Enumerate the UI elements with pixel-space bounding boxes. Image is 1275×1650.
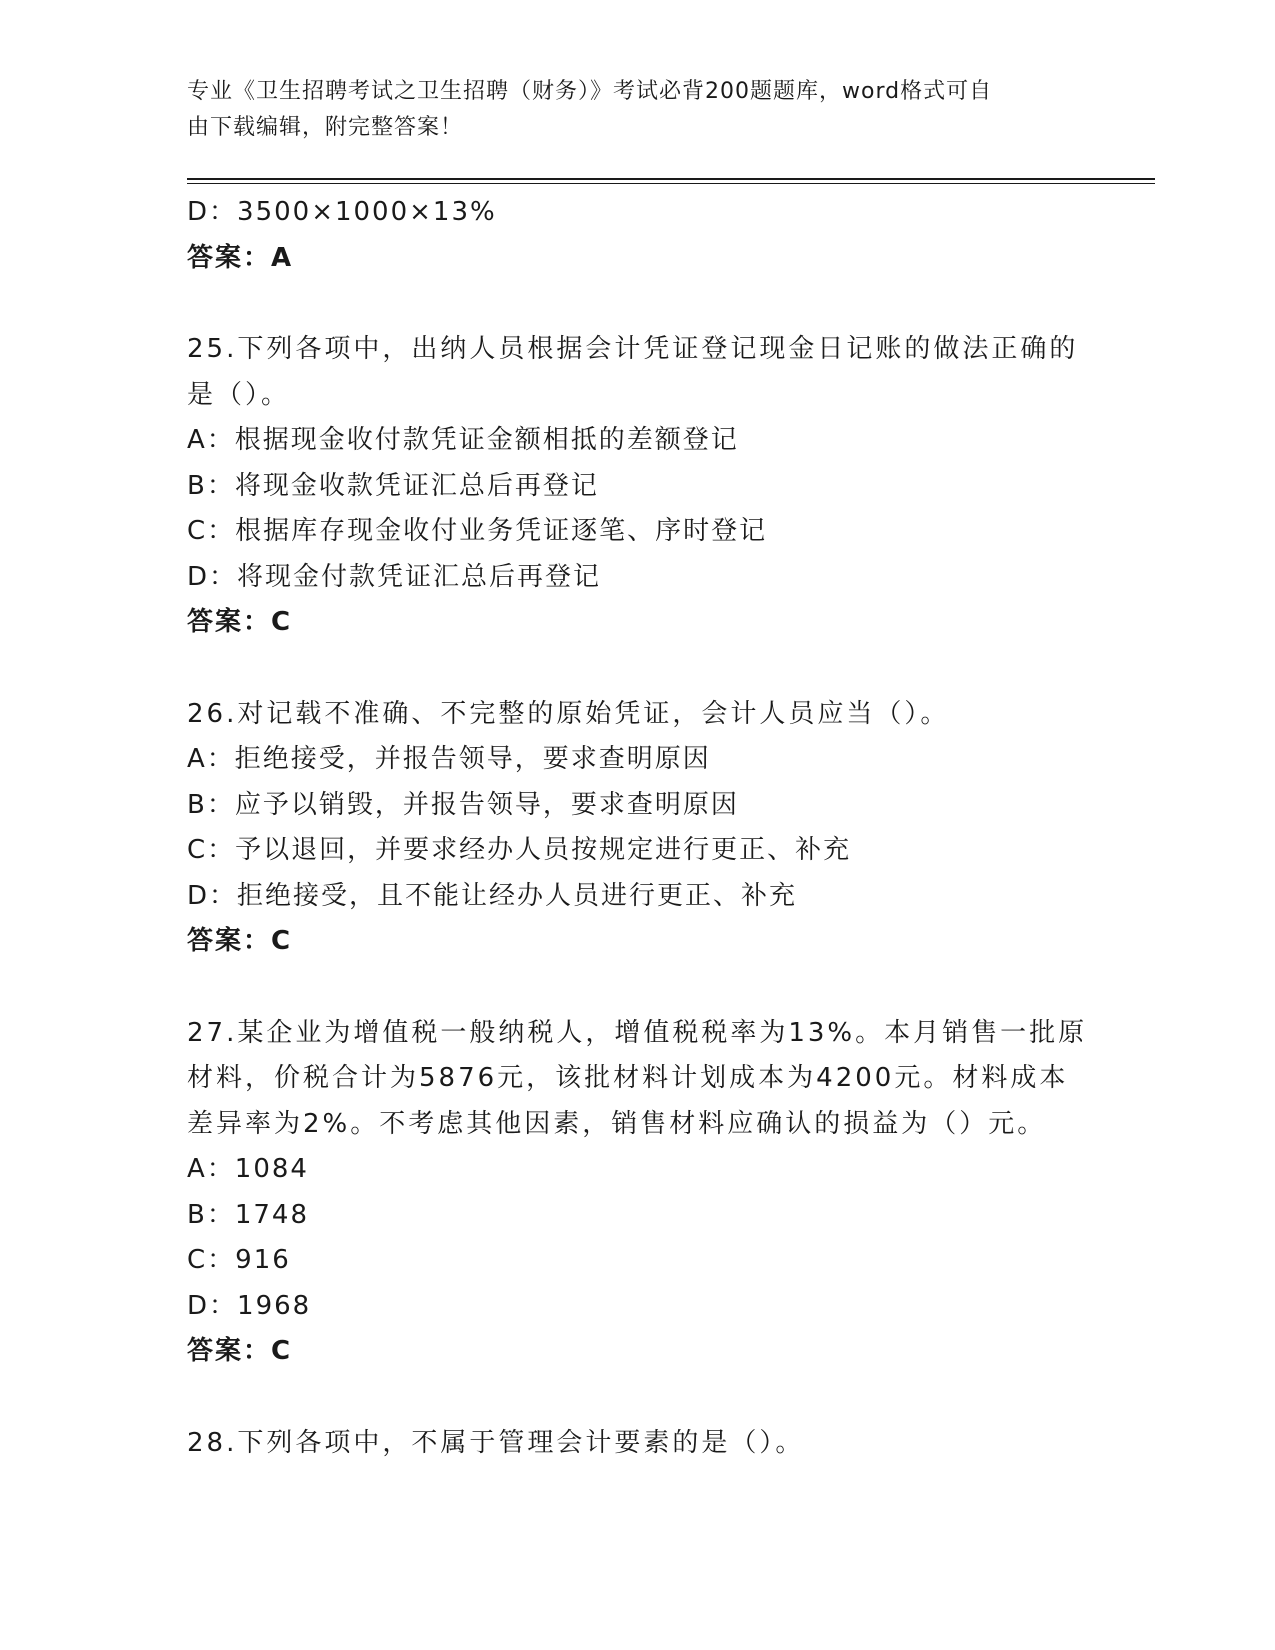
option-b: B：应予以销毁，并报告领导，要求查明原因 xyxy=(187,789,739,820)
option-d: D：拒绝接受，且不能让经办人员进行更正、补充 xyxy=(187,880,798,911)
question-text-line: 27.某企业为增值税一般纳税人，增值税税率为13%。本月销售一批原 xyxy=(187,1017,1088,1048)
option-c: C：根据库存现金收付业务凭证逐笔、序时登记 xyxy=(187,516,768,546)
question-text-line: 材料，价税合计为5876元，该批材料计划成本为4200元。材料成本 xyxy=(187,1063,1069,1093)
prev-answer: 答案：A xyxy=(187,242,294,273)
question-27 xyxy=(187,1011,1087,1375)
header-line-1: 专业《卫生招聘考试之卫生招聘（财务）》考试必背200题题库，word格式可自 xyxy=(187,79,993,104)
question-text-line: 25.下列各项中，出纳人员根据会计凭证登记现金日记账的做法正确的 xyxy=(187,334,1079,364)
spacer xyxy=(187,646,1087,692)
question-text-line: 26.对记载不准确、不完整的原始凭证，会计人员应当（）。 xyxy=(187,698,950,729)
question-25 xyxy=(187,327,1087,646)
document-header xyxy=(187,74,1067,146)
header-divider-thick xyxy=(187,178,1155,180)
option-b: B：1748 xyxy=(187,1199,310,1230)
option-d: D：1968 xyxy=(187,1290,312,1321)
option-a: A：1084 xyxy=(187,1154,309,1184)
option-c: C：916 xyxy=(187,1245,291,1275)
option-a: A：拒绝接受，并报告领导，要求查明原因 xyxy=(187,744,711,774)
question-text-line: 28.下列各项中，不属于管理会计要素的是（）。 xyxy=(187,1427,805,1458)
header-divider-thin xyxy=(187,183,1155,184)
question-text-line: 是（）。 xyxy=(187,379,291,410)
answer: 答案：C xyxy=(187,1336,293,1366)
question-text-line: 差异率为2%。不考虑其他因素，销售材料应确认的损益为（）元。 xyxy=(187,1108,1047,1139)
option-b: B：将现金收款凭证汇总后再登记 xyxy=(187,470,599,501)
question-26 xyxy=(187,692,1087,965)
option-d: D：将现金付款凭证汇总后再登记 xyxy=(187,561,602,592)
spacer xyxy=(187,965,1087,1011)
header-line-2: 由下载编辑，附完整答案！ xyxy=(187,115,464,140)
spacer xyxy=(187,281,1087,327)
option-c: C：予以退回，并要求经办人员按规定进行更正、补充 xyxy=(187,835,852,865)
question-28 xyxy=(187,1421,1087,1467)
spacer xyxy=(187,1375,1087,1421)
question-content xyxy=(187,190,1087,1466)
prev-option-d: D：3500×1000×13% xyxy=(187,197,497,227)
option-a: A：根据现金收付款凭证金额相抵的差额登记 xyxy=(187,425,739,455)
answer: 答案：C xyxy=(187,607,293,637)
answer: 答案：C xyxy=(187,926,293,956)
